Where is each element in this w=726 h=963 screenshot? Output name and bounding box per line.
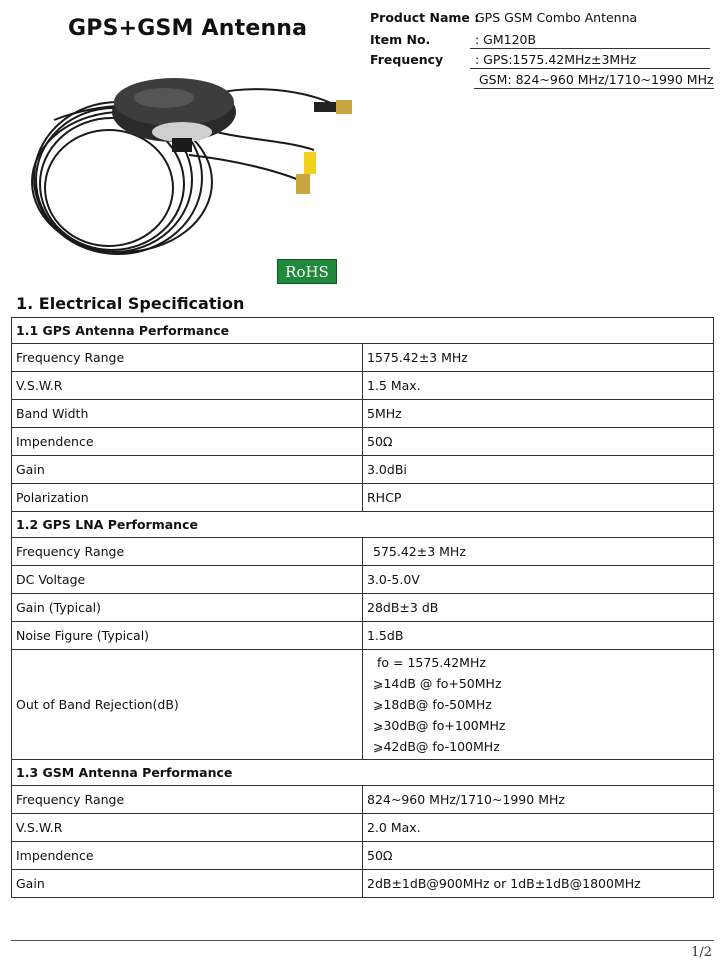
spec-label: Impendence [12,842,363,870]
frequency-value-gsm: GSM: 824~960 MHz/1710~1990 MHz [474,72,714,89]
page-title: GPS+GSM Antenna [68,16,308,41]
table-row [12,456,714,484]
spec-label: V.S.W.R [12,814,363,842]
spec-value: 2dB±1dB@900MHz or 1dB±1dB@1800MHz [363,870,714,898]
table-row [12,622,714,650]
rejection-line: ⩾14dB @ fo+50MHz [373,676,502,691]
spec-label: Frequency Range [12,344,363,372]
table-row [12,594,714,622]
antenna-product-photo [14,60,364,260]
rejection-line: ⩾42dB@ fo-100MHz [373,739,500,754]
spec-label: Gain [12,456,363,484]
table-row [12,372,714,400]
group-heading-gps-antenna [12,318,714,344]
spec-label: Out of Band Rejection(dB) [12,650,363,760]
item-no-value: : GM120B [470,32,710,49]
group-heading: 1.2 GPS LNA Performance [12,512,714,538]
spec-value: 1.5 Max. [363,372,714,400]
group-heading: 1.1 GPS Antenna Performance [12,318,714,344]
spec-label: DC Voltage [12,566,363,594]
table-row [12,842,714,870]
product-name-label: Product Name : [370,10,480,25]
rohs-badge: RoHS [277,259,337,284]
spec-value-multiline [363,650,714,760]
spec-label: V.S.W.R [12,372,363,400]
spec-label: Band Width [12,400,363,428]
table-row [12,650,714,760]
table-row [12,786,714,814]
group-heading: 1.3 GSM Antenna Performance [12,760,714,786]
spec-value: 3.0-5.0V [363,566,714,594]
table-row [12,538,714,566]
spec-value: 5MHz [363,400,714,428]
spec-value: 824~960 MHz/1710~1990 MHz [363,786,714,814]
group-heading-gsm-antenna [12,760,714,786]
item-no-label: Item No. [370,32,431,47]
rejection-line: fo = 1575.42MHz [377,655,486,670]
spec-label: Gain (Typical) [12,594,363,622]
spec-value: 1.5dB [363,622,714,650]
spec-label: Polarization [12,484,363,512]
table-row [12,484,714,512]
spec-label: Gain [12,870,363,898]
table-row [12,814,714,842]
spec-label: Noise Figure (Typical) [12,622,363,650]
section-title: 1. Electrical Specification [16,294,245,313]
spec-label: Frequency Range [12,786,363,814]
spec-value: RHCP [363,484,714,512]
spec-label: Impendence [12,428,363,456]
spec-value: 28dB±3 dB [363,594,714,622]
spec-table [11,317,714,898]
rejection-line: ⩾30dB@ fo+100MHz [373,718,506,733]
table-row [12,428,714,456]
spec-label: Frequency Range [12,538,363,566]
rejection-line: ⩾18dB@ fo-50MHz [373,697,492,712]
spec-value: 3.0dBi [363,456,714,484]
frequency-value-gps: : GPS:1575.42MHz±3MHz [470,52,710,69]
spec-value: 1575.42±3 MHz [363,344,714,372]
table-row [12,400,714,428]
group-heading-gps-lna [12,512,714,538]
table-row [12,870,714,898]
table-row [12,344,714,372]
product-name-value: GPS GSM Combo Antenna [475,10,638,25]
spec-value: 575.42±3 MHz [363,538,714,566]
page-number: 1/2 [691,945,712,960]
spec-value: 50Ω [363,428,714,456]
spec-value: 2.0 Max. [363,814,714,842]
frequency-label: Frequency [370,52,444,67]
footer-divider [11,940,714,941]
spec-value: 50Ω [363,842,714,870]
table-row [12,566,714,594]
